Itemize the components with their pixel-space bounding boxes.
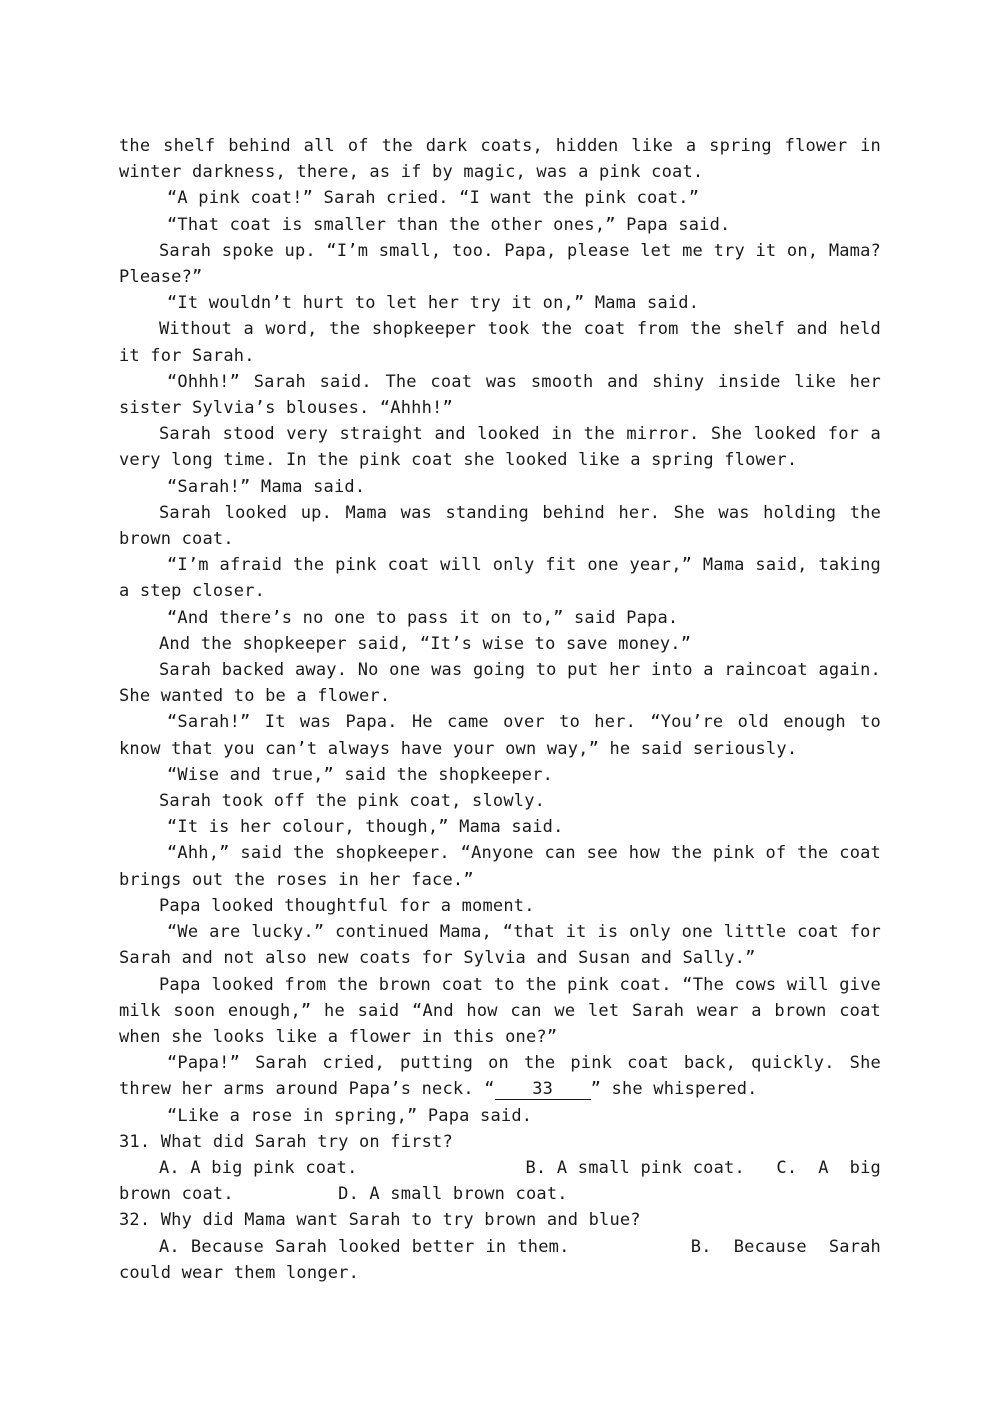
passage-paragraph: Sarah backed away. No one was going to put her into a raincoat again. She wanted to be a flower. bbox=[119, 660, 892, 707]
question-31-options: A. A big pink coat. B. A small pink coat. C. A big brown coat. D. A small brown coat. bbox=[119, 1157, 892, 1205]
passage-paragraph: “And there’s no one to pass it on to,” said Papa. bbox=[167, 607, 679, 628]
question-32-stem: 32. Why did Mama want Sarah to try brown and blue? bbox=[119, 1210, 641, 1231]
passage-paragraph: “Ohhh!” Sarah said. The coat was smooth and shiny inside like her sister Sylvia’s blouses. “Ahhh!” bbox=[119, 371, 892, 419]
passage-paragraph: Sarah stood very straight and looked in the mirror. She looked for a very long time. In the pink coat she looked like a spring flower. bbox=[119, 424, 892, 471]
passage-paragraph: Without a word, the shopkeeper took the coat from the shelf and held it for Sarah. bbox=[119, 319, 892, 366]
passage-paragraph: “It is her colour, though,” Mama said. bbox=[167, 817, 564, 838]
passage-paragraph: Sarah took off the pink coat, slowly. bbox=[159, 791, 546, 812]
question-32 bbox=[119, 1207, 892, 1286]
passage-paragraph: the shelf behind all of the dark coats, hidden like a spring flower in winter darkness, there, as if by magic, was a pink coat. bbox=[119, 136, 892, 183]
passage-paragraph: Papa looked from the brown coat to the pink coat. “The cows will give milk soon enough,” he said “And how can we let Sarah wear a brown coat when she looks like a flower in this one?” bbox=[119, 974, 892, 1047]
passage-paragraph: “I’m afraid the pink coat will only fit one year,” Mama said, taking a step closer. bbox=[119, 555, 892, 602]
passage-paragraph: And the shopkeeper said, “It’s wise to save money.” bbox=[159, 633, 692, 654]
question-31-stem: 31. What did Sarah try on first? bbox=[119, 1131, 453, 1152]
passage-paragraph: “It wouldn’t hurt to let her try it on,” Mama said. bbox=[167, 293, 700, 314]
passage-paragraph: “Ahh,” said the shopkeeper. “Anyone can see how the pink of the coat brings out the roses in her face.” bbox=[119, 843, 892, 890]
passage-paragraph: “That coat is smaller than the other ones,” Papa said. bbox=[167, 214, 731, 235]
passage-paragraph: “We are lucky.” continued Mama, “that it is only one little coat for Sarah and not also new coats for Sylvia and Susan and Sally.” bbox=[119, 922, 892, 969]
answer-blank-33: 33 bbox=[495, 1079, 591, 1100]
reading-passage bbox=[119, 133, 892, 1286]
papa-text-after: ” she whispered. bbox=[590, 1079, 758, 1100]
passage-paragraph: Sarah spoke up. “I’m small, too. Papa, please let me try it on, Mama? Please?” bbox=[119, 240, 892, 288]
papa-text-before: “Papa!” Sarah cried, putting on the pink coat back, quickly. She threw her arms around Papa’s neck. “ bbox=[119, 1053, 892, 1100]
passage-paragraph: Papa looked thoughtful for a moment. bbox=[159, 895, 535, 916]
passage-paragraph: “Sarah!” Mama said. bbox=[167, 476, 366, 497]
passage-paragraph: “A pink coat!” Sarah cried. “I want the pink coat.” bbox=[167, 188, 700, 209]
passage-paragraphs bbox=[119, 133, 892, 1050]
passage-paragraph: Sarah looked up. Mama was standing behind her. She was holding the brown coat. bbox=[119, 502, 892, 550]
passage-paragraph: “Sarah!” It was Papa. He came over to her. “You’re old enough to know that you can’t always have your own way,” he said seriously. bbox=[119, 712, 892, 759]
passage-paragraph: “Wise and true,” said the shopkeeper. bbox=[167, 764, 554, 785]
question-31 bbox=[119, 1129, 892, 1208]
closing-paragraph: “Like a rose in spring,” Papa said. bbox=[167, 1105, 533, 1126]
papa-paragraph bbox=[119, 1050, 892, 1102]
question-32-options: A. Because Sarah looked better in them. B. Because Sarah could wear them longer. bbox=[119, 1236, 892, 1283]
